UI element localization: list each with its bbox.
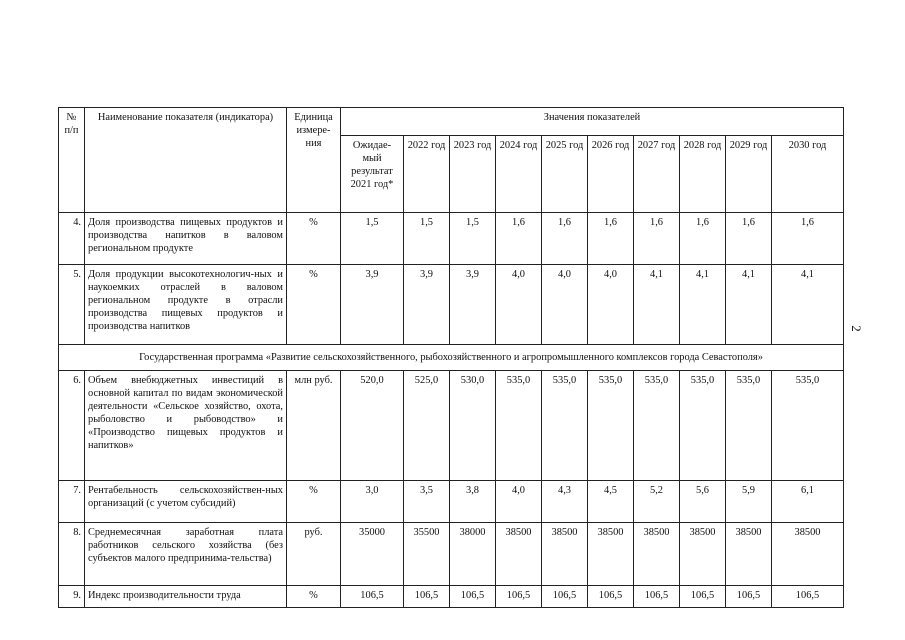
value-cell: 38500 — [726, 523, 772, 586]
value-cell: 4,0 — [496, 481, 542, 523]
value-cell: 38500 — [680, 523, 726, 586]
indicators-table — [58, 107, 844, 608]
value-cell: 535,0 — [496, 371, 542, 481]
value-cell: 1,5 — [404, 213, 450, 265]
value-cell: 1,6 — [772, 213, 844, 265]
value-cell: 4,5 — [588, 481, 634, 523]
value-cell: 38500 — [634, 523, 680, 586]
section-title: Государственная программа «Развитие сельскохозяйственного, рыбохозяйственного и агропромышленного комплексов города Севастополя» — [59, 345, 844, 371]
page-number: 2 — [848, 325, 864, 332]
value-cell: 3,9 — [404, 265, 450, 345]
value-cell: 106,5 — [726, 586, 772, 608]
header-year: Ожидае-мый результат 2021 год* — [341, 136, 404, 213]
value-cell: 3,0 — [341, 481, 404, 523]
table-row — [59, 371, 844, 481]
row-number: 5. — [59, 265, 85, 345]
value-cell: 525,0 — [404, 371, 450, 481]
value-cell: 6,1 — [772, 481, 844, 523]
table-row — [59, 586, 844, 608]
header-unit: Единица измере-ния — [287, 108, 341, 213]
table-row — [59, 481, 844, 523]
value-cell: 1,5 — [450, 213, 496, 265]
header-year: 2023 год — [450, 136, 496, 213]
header-year: 2028 год — [680, 136, 726, 213]
value-cell: 4,1 — [680, 265, 726, 345]
value-cell: 1,6 — [726, 213, 772, 265]
value-cell: 4,3 — [542, 481, 588, 523]
value-cell: 38500 — [772, 523, 844, 586]
value-cell: 4,1 — [634, 265, 680, 345]
row-number: 8. — [59, 523, 85, 586]
unit-cell: млн руб. — [287, 371, 341, 481]
header-year: 2024 год — [496, 136, 542, 213]
table-row — [59, 265, 844, 345]
value-cell: 3,9 — [341, 265, 404, 345]
value-cell: 1,6 — [542, 213, 588, 265]
value-cell: 106,5 — [404, 586, 450, 608]
value-cell: 4,1 — [772, 265, 844, 345]
value-cell: 106,5 — [450, 586, 496, 608]
value-cell: 535,0 — [680, 371, 726, 481]
table-row — [59, 523, 844, 586]
value-cell: 535,0 — [588, 371, 634, 481]
value-cell: 4,0 — [542, 265, 588, 345]
indicator-name: Рентабельность сельскохозяйствен-ных организаций (с учетом субсидий) — [85, 481, 287, 523]
value-cell: 535,0 — [542, 371, 588, 481]
value-cell: 106,5 — [542, 586, 588, 608]
value-cell: 106,5 — [341, 586, 404, 608]
value-cell: 4,0 — [496, 265, 542, 345]
value-cell: 106,5 — [588, 586, 634, 608]
value-cell: 4,1 — [726, 265, 772, 345]
value-cell: 38500 — [588, 523, 634, 586]
value-cell: 1,6 — [634, 213, 680, 265]
row-number: 7. — [59, 481, 85, 523]
value-cell: 1,6 — [588, 213, 634, 265]
value-cell: 106,5 — [634, 586, 680, 608]
indicator-name: Индекс производительности труда — [85, 586, 287, 608]
header-name: Наименование показателя (индикатора) — [85, 108, 287, 213]
value-cell: 1,5 — [341, 213, 404, 265]
value-cell: 520,0 — [341, 371, 404, 481]
value-cell: 3,5 — [404, 481, 450, 523]
header-num: № п/п — [59, 108, 85, 213]
value-cell: 3,9 — [450, 265, 496, 345]
value-cell: 530,0 — [450, 371, 496, 481]
value-cell: 5,9 — [726, 481, 772, 523]
header-year: 2029 год — [726, 136, 772, 213]
header-year: 2027 год — [634, 136, 680, 213]
header-year: 2025 год — [542, 136, 588, 213]
unit-cell: руб. — [287, 523, 341, 586]
header-year: 2026 год — [588, 136, 634, 213]
section-row — [59, 345, 844, 371]
unit-cell: % — [287, 586, 341, 608]
value-cell: 38500 — [496, 523, 542, 586]
header-values-group: Значения показателей — [341, 108, 844, 136]
header-year: 2022 год — [404, 136, 450, 213]
value-cell: 5,6 — [680, 481, 726, 523]
value-cell: 535,0 — [634, 371, 680, 481]
value-cell: 38500 — [542, 523, 588, 586]
value-cell: 1,6 — [680, 213, 726, 265]
value-cell: 5,2 — [634, 481, 680, 523]
row-number: 9. — [59, 586, 85, 608]
value-cell: 106,5 — [496, 586, 542, 608]
value-cell: 106,5 — [680, 586, 726, 608]
value-cell: 106,5 — [772, 586, 844, 608]
value-cell: 535,0 — [772, 371, 844, 481]
value-cell: 35500 — [404, 523, 450, 586]
header-year: 2030 год — [772, 136, 844, 213]
unit-cell: % — [287, 481, 341, 523]
unit-cell: % — [287, 213, 341, 265]
value-cell: 535,0 — [726, 371, 772, 481]
value-cell: 3,8 — [450, 481, 496, 523]
value-cell: 4,0 — [588, 265, 634, 345]
value-cell: 35000 — [341, 523, 404, 586]
value-cell: 38000 — [450, 523, 496, 586]
indicator-name: Доля производства пищевых продуктов и производства напитков в валовом региональном продукте — [85, 213, 287, 265]
row-number: 6. — [59, 371, 85, 481]
indicator-name: Доля продукции высокотехнологич-ных и наукоемких отраслей в валовом региональном продукте в отрасли производства пищевых продуктов и производства напитков — [85, 265, 287, 345]
table-row — [59, 213, 844, 265]
row-number: 4. — [59, 213, 85, 265]
unit-cell: % — [287, 265, 341, 345]
value-cell: 1,6 — [496, 213, 542, 265]
indicator-name: Объем внебюджетных инвестиций в основной капитал по видам экономической деятельности «Сельское хозяйство, охота, рыболовство и рыбоводство» и «Производство пищевых продуктов и напитков» — [85, 371, 287, 481]
indicator-name: Среднемесячная заработная плата работников сельского хозяйства (без субъектов малого предпринима-тельства) — [85, 523, 287, 586]
